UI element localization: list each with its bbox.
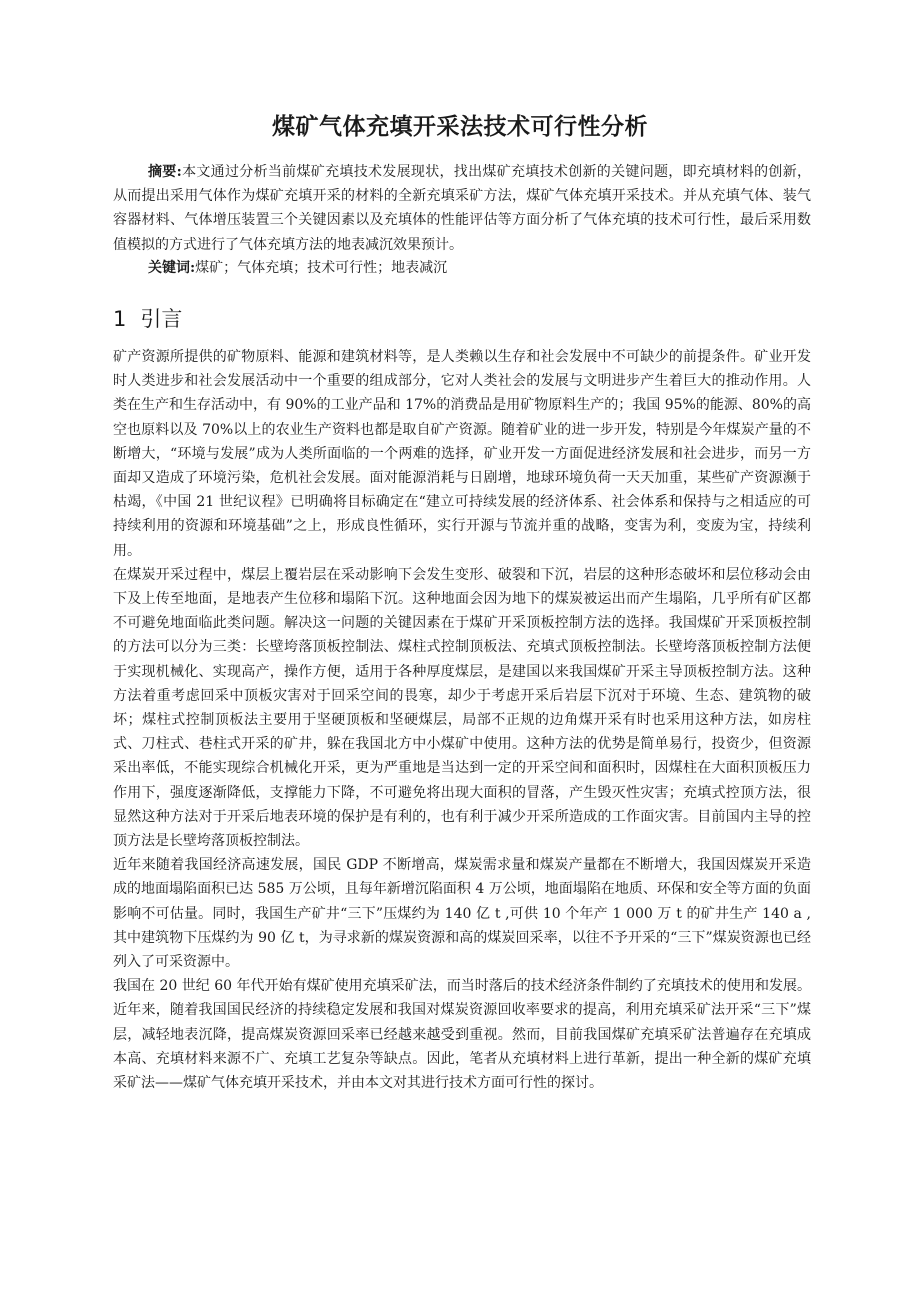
keywords xyxy=(148,256,808,280)
paragraph-2: 在煤炭开采过程中，煤层上覆岩层在采动影响下会发生变形、破裂和下沉，岩层的这种形态破坏和层位移动会由下及上传至地面，是地表产生位移和塌陷下沉。这种地面会因为地下的煤炭被运出而产生塌陷，几乎所有矿区都不可避免地面临此类问题。解决这一问题的关键因素在于煤矿开采顶板控制方法的选择。我国煤矿开采顶板控制的方法可以分为三类：长壁垮落顶板控制法、煤柱式控制顶板法、充填式顶板控制法。长壁垮落顶板控制方法便于实现机械化、实现高产，操作方便，适用于各种厚度煤层，是建国以来我国煤矿开采主导顶板控制方法。这种方法着重考虑回采中顶板灾害对于回采空间的畏寒，却少于考虑开采后岩层下沉对于环境、生态、建筑物的破坏；煤柱式控制顶板法主要用于坚硬顶板和坚硬煤层，局部不正规的边角煤开采有时也采用这种方法，如房柱式、刀柱式、巷柱式开采的矿井，躲在我国北方中小煤矿中使用。这种方法的优势是简单易行，投资少，但资源采出率低，不能实现综合机械化开采，更为严重地是当达到一定的开采空间和面积时，因煤柱在大面积顶板压力作用下，强度逐渐降低，支撑能力下降，不可避免将出现大面积的冒落，产生毁灭性灾害；充填式控顶方法，很显然这种方法对于开采后地表环境的保护是有利的，也有利于减少开采所造成的工作面灾害。目前国内主导的控顶方法是长壁垮落顶板控制法。 xyxy=(113,566,811,850)
document-title: 煤矿气体充填开采法技术可行性分析 xyxy=(272,113,648,140)
body-text xyxy=(113,345,811,1095)
paragraph-4: 我国在 20 世纪 60 年代开始有煤矿使用充填采矿法，而当时落后的技术经济条件制约了充填技术的使用和发展。近年来，随着我国国民经济的持续稳定发展和我国对煤炭资源回收率要求的提高，利用充填采矿法开采“三下”煤层，减轻地表沉降，提高煤炭资源回采率已经越来越受到重视。然而，目前我国煤矿充填采矿法普遍存在充填成本高、充填材料来源不广、充填工艺复杂等缺点。因此，笔者从充填材料上进行革新，提出一种全新的煤矿充填采矿法——煤矿气体充填开采技术，并由本文对其进行技术方面可行性的探讨。 xyxy=(113,978,811,1092)
abstract xyxy=(113,160,811,257)
abstract-label: 摘要: xyxy=(148,164,182,180)
section-number: 1 xyxy=(113,307,127,331)
keywords-text: 煤矿；气体充填；技术可行性；地表减沉 xyxy=(195,260,448,276)
section-heading xyxy=(113,304,182,334)
paragraph-3: 近年来随着我国经济高速发展，国民 GDP 不断增高，煤炭需求量和煤炭产量都在不断增大，我国因煤炭开采造成的地面塌陷面积已达 585 万公顷，且每年新增沉陷面积 4 万公顷，地面塌陷在地质、环保和安全等方面的负面影响不可估量。同时，我国生产矿井“三下”压煤约为 140 亿 t ,可供 10 个年产 1 000 万 t 的矿井生产 140 a ,其中建筑物下压煤约为 90 亿 t，为寻求新的煤炭资源和高的煤炭回采率，以往不予开采的“三下”煤炭资源也已经列入了可采资源中。 xyxy=(113,857,811,971)
keywords-label: 关键词: xyxy=(148,260,196,276)
section-title: 引言 xyxy=(140,307,183,331)
paragraph-1: 矿产资源所提供的矿物原料、能源和建筑材料等，是人类赖以生存和社会发展中不可缺少的前提条件。矿业开发时人类进步和社会发展活动中一个重要的组成部分，它对人类社会的发展与文明进步产生着巨大的推动作用。人类在生产和生存活动中，有 90%的工业产品和 17%的消费品是用矿物原料生产的；我国 95%的能源、80%的高空也原料以及 70%以上的农业生产资料也都是取自矿产资源。随着矿业的进一步开发，特别是今年煤炭产量的不断增大，“环境与发展”成为人类所面临的一个两难的选择，矿业开发一方面促进经济发展和社会进步，而另一方面却又造成了环境污染，危机社会发展。面对能源消耗与日剧增，地球环境负荷一天天加重，某些矿产资源濒于枯竭，《中国 21 世纪议程》已明确将目标确定在“建立可持续发展的经济体系、社会体系和保持与之相适应的可持续利用的资源和环境基础”之上，形成良性循环，实行开源与节流并重的战略，变害为利，变废为宝，持续利用。 xyxy=(113,349,811,559)
abstract-text: 本文通过分析当前煤矿充填技术发展现状，找出煤矿充填技术创新的关键问题，即充填材料的创新，从而提出采用气体作为煤矿充填开采的材料的全新充填采矿方法，煤矿气体充填开采技术。并从充填气体、装气容器材料、气体增压装置三个关键因素以及充填体的性能评估等方面分析了气体充填的技术可行性，最后采用数值模拟的方式进行了气体充填方法的地表减沉效果预计。 xyxy=(113,164,812,253)
